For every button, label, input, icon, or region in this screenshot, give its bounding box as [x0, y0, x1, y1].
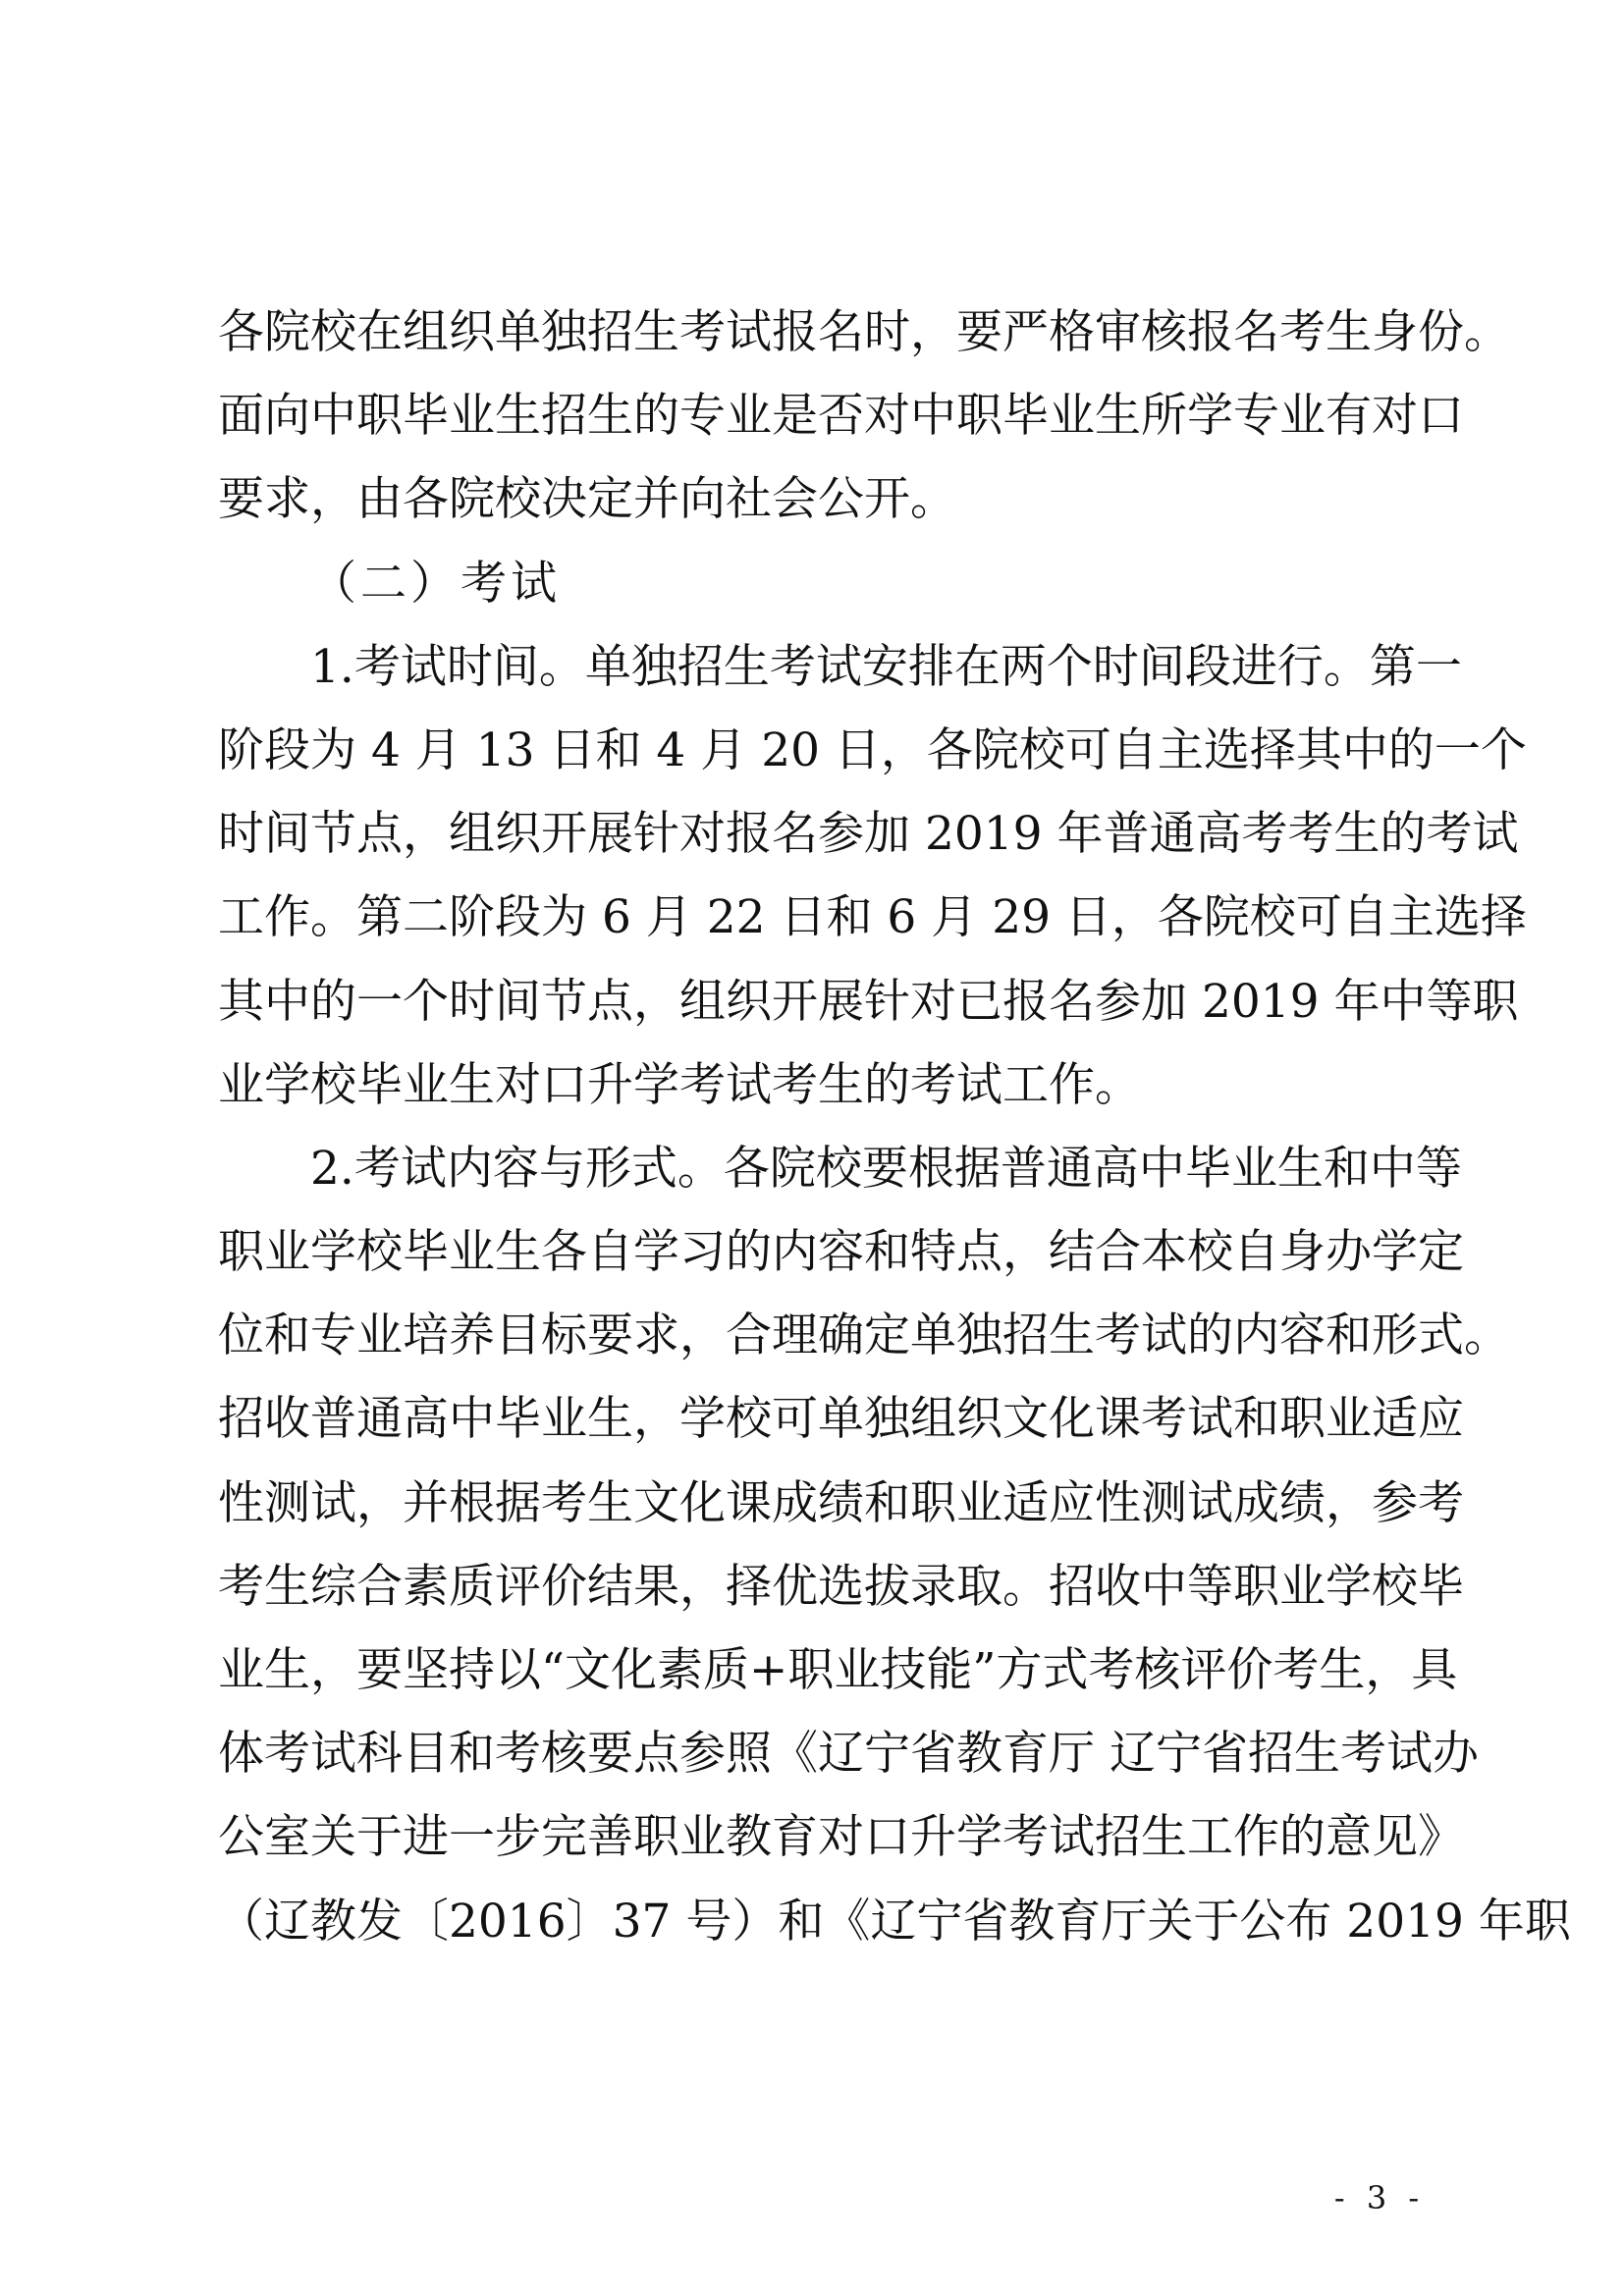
- text-line-18: 体考试科目和考核要点参照《辽宁省教育厅 辽宁省招生考试办: [218, 1727, 1479, 1782]
- text-line-6: 阶段为 4 月 13 日和 4 月 20 日，各院校可自主选择其中的一个: [218, 722, 1527, 777]
- text-line-1: 各院校在组织单独招生考试报名时，要严格审核报名考生身份。: [218, 305, 1510, 359]
- page-number: - 3 -: [1333, 2179, 1426, 2216]
- text-line-15: 性测试，并根据考生文化课成绩和职业适应性测试成绩，参考: [218, 1475, 1464, 1530]
- text-line-20: （辽教发〔2016〕37 号）和《辽宁省教育厅关于公布 2019 年职: [218, 1894, 1571, 1949]
- text-line-14: 招收普通高中毕业生，学校可单独组织文化课考试和职业适应: [218, 1392, 1464, 1447]
- text-line-16: 考生综合素质评价结果，择优选拔录取。招收中等职业学校毕: [218, 1559, 1464, 1614]
- text-line-2: 面向中职毕业生招生的专业是否对中职毕业生所学专业有对口: [218, 389, 1464, 444]
- text-line-19: 公室关于进一步完善职业教育对口升学考试招生工作的意见》: [218, 1810, 1464, 1865]
- text-line-9: 其中的一个时间节点，组织开展针对已报名参加 2019 年中等职: [218, 974, 1519, 1029]
- text-line-12: 职业学校毕业生各自学习的内容和特点，结合本校自身办学定: [218, 1225, 1464, 1280]
- text-line-13: 位和专业培养目标要求，合理确定单独招生考试的内容和形式。: [218, 1308, 1510, 1363]
- section-heading-exam: （二）考试: [310, 556, 561, 611]
- body-text: [218, 291, 1571, 1963]
- text-line-3: 要求，由各院校决定并向社会公开。: [218, 472, 956, 527]
- text-line-8: 工作。第二阶段为 6 月 22 日和 6 月 29 日，各院校可自主选择: [218, 890, 1527, 945]
- text-line-17: 业生，要坚持以“文化素质+职业技能”方式考核评价考生，具: [218, 1643, 1458, 1697]
- text-line-7: 时间节点，组织开展针对报名参加 2019 年普通高考考生的考试: [218, 807, 1519, 862]
- text-line-10: 业学校毕业生对口升学考试考生的考试工作。: [218, 1057, 1141, 1112]
- text-line-11: 2.考试内容与形式。各院校要根据普通高中毕业生和中等: [310, 1141, 1462, 1196]
- text-line-5: 1.考试时间。单独招生考试安排在两个时间段进行。第一: [310, 639, 1462, 694]
